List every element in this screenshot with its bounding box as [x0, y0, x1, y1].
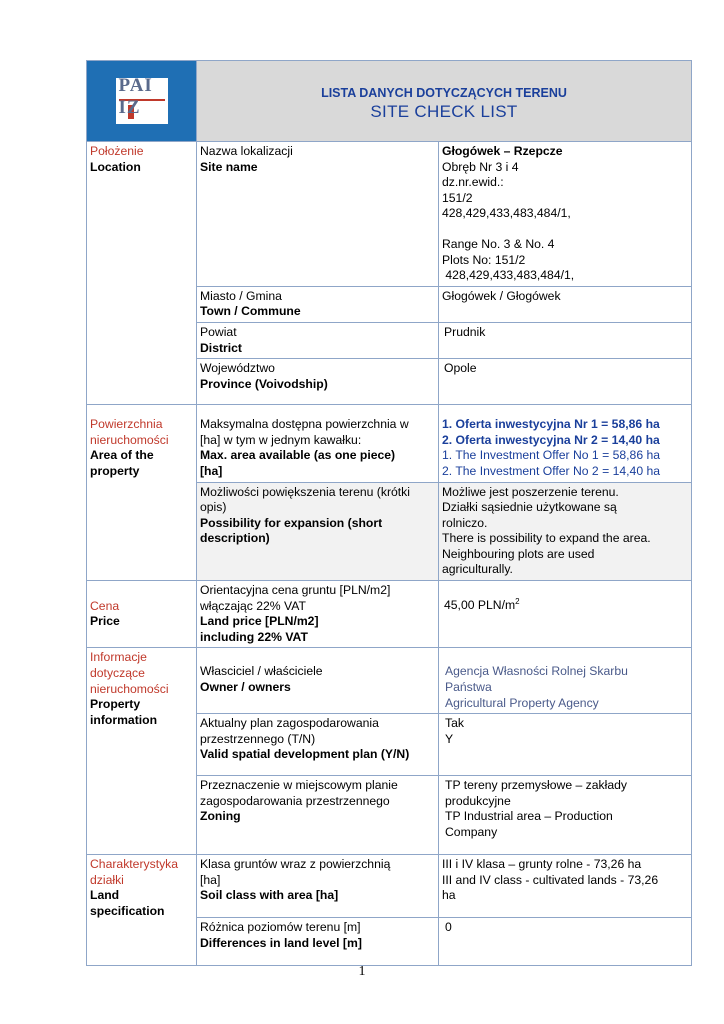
owner-label: Własciciel / właściciele Owner / owners [197, 648, 439, 714]
site-name-value: Głogówek – Rzepcze Obręb Nr 3 i 4 dz.nr.ewid.: 151/2 428,429,433,483,484/1, Range No. 3 & No. 4 Plots No: 151/2 428,429,433,483,484/1, [439, 142, 692, 287]
header-row [87, 61, 692, 142]
province-label: Województwo Province (Voivodship) [197, 359, 439, 405]
zoning-value: TP tereny przemysłowe – zakłady produkcyjne TP Industrial area – Production Company [439, 776, 692, 855]
row-owner [87, 648, 692, 714]
soil-value: III i IV klasa – grunty rolne - 73,26 ha III and IV class - cultivated lands - 73,26 ha [439, 855, 692, 918]
soil-label: Klasa gruntów wraz z powierzchnią [ha] Soil class with area [ha] [197, 855, 439, 918]
title-en: SITE CHECK LIST [370, 102, 518, 121]
town-value: Głogówek / Głogówek [439, 286, 692, 322]
levels-value: 0 [439, 918, 692, 966]
town-label: Miasto / Gmina Town / Commune [197, 286, 439, 322]
province-value: Opole [439, 359, 692, 405]
row-max-area [87, 405, 692, 482]
levels-label: Różnica poziomów terenu [m] Differences in land level [m] [197, 918, 439, 966]
row-soil [87, 855, 692, 918]
section-land: Charakterystyka działki Land specification [87, 855, 197, 966]
paiiz-logo: PAI IZ [116, 78, 168, 124]
max-area-value: 1. Oferta inwestycyjna Nr 1 = 58,86 ha 2. Oferta inwestycyjna Nr 2 = 14,40 ha 1. The Investment Offer No 1 = 58,86 ha 2. The Investment Offer No 2 = 14,40 ha [439, 405, 692, 482]
plan-label: Aktualny plan zagospodarowania przestrzennego (T/N) Valid spatial development plan (Y/N) [197, 714, 439, 776]
site-name-label: Nazwa lokalizacji Site name [197, 142, 439, 287]
section-price: Cena Price [87, 581, 197, 648]
row-site-name [87, 142, 692, 287]
expansion-label: Możliwości powiększenia terenu (krótki opis) Possibility for expansion (short description) [197, 482, 439, 581]
district-value: Prudnik [439, 322, 692, 358]
plan-value: Tak Y [439, 714, 692, 776]
max-area-label: Maksymalna dostępna powierzchnia w [ha] w tym w jednym kawałku: Max. area available (as one piece) [ha] [197, 405, 439, 482]
section-area: Powierzchnia nieruchomości Area of the property [87, 405, 197, 581]
district-label: Powiat District [197, 322, 439, 358]
zoning-label: Przeznaczenie w miejscowym planie zagospodarowania przestrzennego Zoning [197, 776, 439, 855]
expansion-value: Możliwe jest poszerzenie terenu. Działki sąsiednie użytkowane są rolniczo. There is possibility to expand the area. Neighbouring plots are used agriculturally. [439, 482, 692, 581]
price-value: 45,00 PLN/$m^2$ [439, 581, 692, 648]
row-price [87, 581, 692, 648]
logo-cell [87, 61, 197, 142]
section-property: Informacje dotyczące nieruchomości Property information [87, 648, 197, 855]
page-number: 1 [358, 964, 366, 979]
title-pl: LISTA DANYCH DOTYCZĄCYCH TERENU [321, 86, 567, 101]
section-location: Położenie Location [87, 142, 197, 405]
owner-value: Agencja Własności Rolnej Skarbu Państwa Agricultural Property Agency [439, 648, 692, 714]
site-check-list-table [86, 60, 692, 966]
title-cell [197, 61, 692, 142]
price-label: Orientacyjna cena gruntu [PLN/m2] włączając 22% VAT Land price [PLN/m2] including 22% VAT [197, 581, 439, 648]
